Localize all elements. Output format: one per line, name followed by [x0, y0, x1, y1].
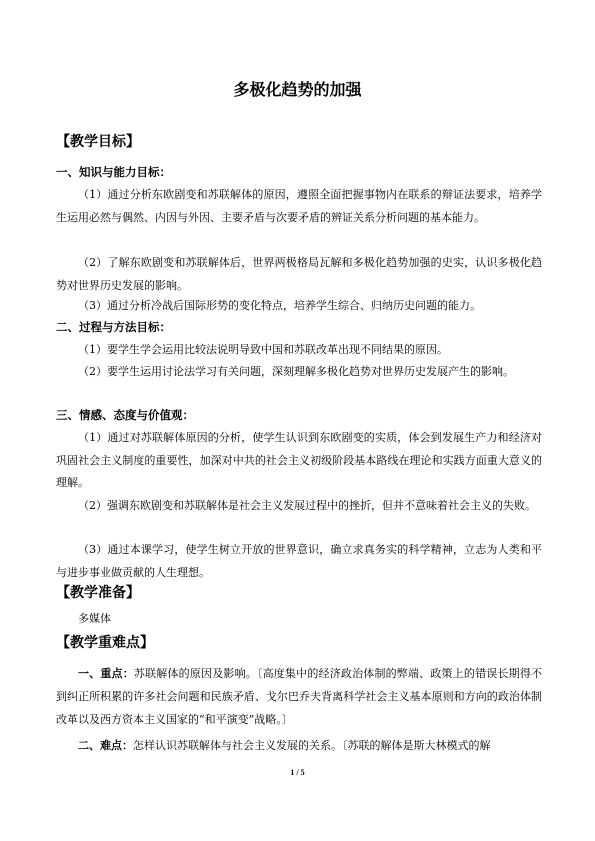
objectives-sub1-body-2 — [56, 252, 542, 297]
difficulty-paragraph — [56, 734, 542, 757]
preparation-content: 多媒体 — [78, 612, 111, 625]
sub3-paragraph-3: （3）通过本课学习，使学生树立开放的世界意识，确立求真务实的科学精神，立志为人类和平与进步事业做贡献的人生理想。 — [56, 543, 542, 579]
objectives-sub2-body-1 — [56, 340, 542, 360]
objectives-sub3 — [56, 405, 542, 425]
objectives-sub2-body-2 — [56, 361, 542, 384]
objectives-sub3-body-1 — [56, 427, 542, 495]
sub1-heading: 一、知识与能力目标： — [56, 165, 171, 179]
objectives-sub1 — [56, 162, 542, 182]
sub3-heading: 三、情感、态度与价值观： — [56, 408, 194, 422]
sub1-paragraph-3: （3）通过分析冷战后国际形势的变化特点，培养学生综合、归纳历史问题的能力。 — [78, 299, 481, 312]
preparation-section — [56, 584, 542, 602]
objectives-sub2 — [56, 317, 542, 337]
sub2-paragraph-2: （2）要学生运用讨论法学习有关问题，深刻理解多极化趋势对世界历史发展产生的影响。 — [78, 365, 514, 378]
objectives-sub1-body-3 — [56, 296, 542, 316]
preparation-body — [56, 609, 542, 629]
objectives-sub3-body-3 — [56, 539, 542, 584]
objectives-sub1-body — [56, 184, 542, 229]
sub3-paragraph-1: （1）通过对苏联解体原因的分析，使学生认识到东欧剧变的实质，体会到发展生产力和经济对巩固社会主义制度的重要性，加深对中共的社会主义初级阶段基本路线在理论和实践方面重大意义的理解。 — [56, 431, 542, 489]
difficulty-label: 二、难点： — [78, 739, 133, 752]
keypoints-section — [56, 634, 542, 652]
preparation-heading: 【教学准备】 — [56, 585, 140, 601]
objectives-section — [56, 133, 542, 151]
sub3-paragraph-2: （2）强调东欧剧变和苏联解体是社会主义发展过程中的挫折，但并不意味着社会主义的失败。 — [78, 499, 536, 512]
page-number: 1 / 5 — [290, 768, 305, 777]
difficulty-text: 怎样认识苏联解体与社会主义发展的关系。〔苏联的解体是斯大林模式的解 — [133, 739, 491, 752]
keypoints-focus — [56, 662, 542, 731]
objectives-sub3-body-2 — [56, 495, 542, 518]
sub1-paragraph-1: （1）通过分析东欧剧变和苏联解体的原因，遵照全面把握事物内在联系的辩证法要求，培养学生运用必然与偶然、内因与外因、主要矛盾与次要矛盾的辨证关系分析问题的基本能力。 — [56, 188, 542, 224]
focus-label: 一、重点： — [78, 667, 134, 680]
sub1-paragraph-2: （2）了解东欧剧变和苏联解体后，世界两极格局瓦解和多极化趋势加强的史实，认识多极化趋势对世界历史发展的影响。 — [56, 256, 542, 292]
keypoints-difficulty — [56, 734, 542, 757]
objectives-heading: 【教学目标】 — [56, 134, 140, 150]
focus-text: 苏联解体的原因及影响。〔高度集中的经济政治体制的弊端、政策上的错误长期得不到纠正所积累的许多社会问题和民族矛盾、戈尔巴乔夫背离科学社会主义基本原则和方向的政治体制改革以及西方资本主义国家的“和平演变”战略。〕 — [56, 667, 543, 726]
focus-paragraph — [56, 662, 542, 731]
sub2-heading: 二、过程与方法目标： — [56, 320, 171, 334]
keypoints-heading: 【教学重难点】 — [56, 635, 154, 651]
sub2-paragraph-1: （1）要学生学会运用比较法说明导致中国和苏联改革出现不同结果的原因。 — [78, 343, 448, 356]
document-title: 多极化趋势的加强 — [233, 80, 362, 99]
